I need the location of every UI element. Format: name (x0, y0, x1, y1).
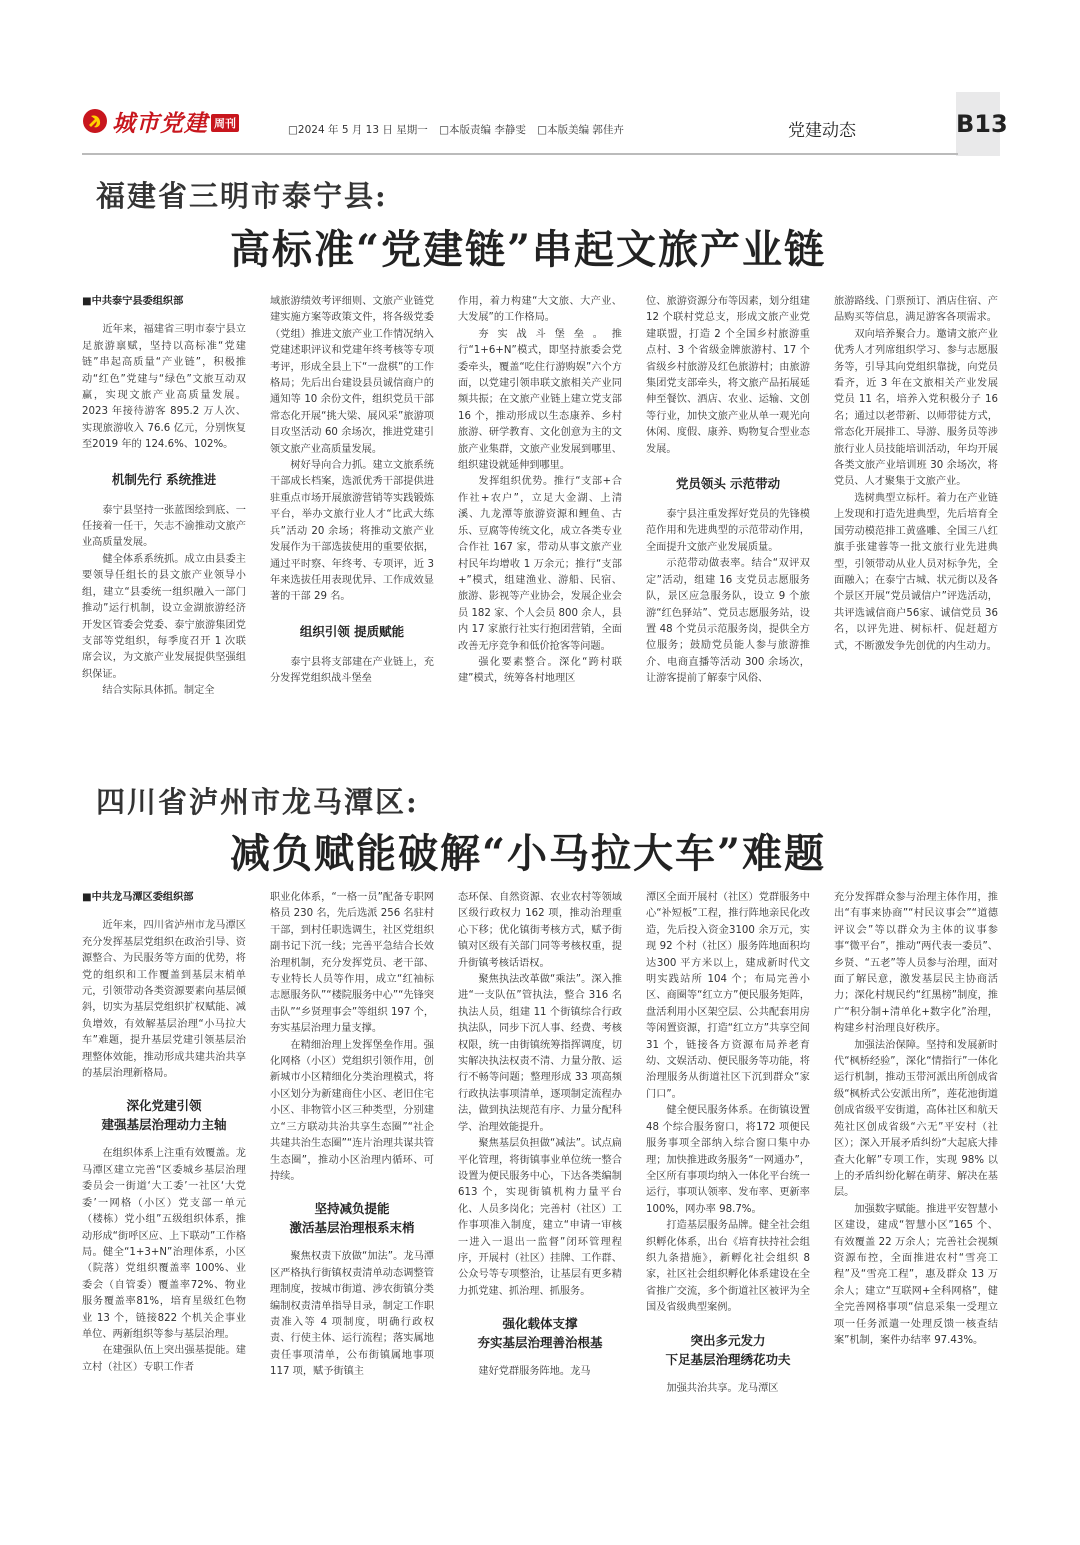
paragraph: 在建强队伍上突出强基提能。建立村（社区）专职工作者 (82, 1345, 246, 1373)
section-subhead: 深化党建引领 建强基层治理动力主轴 (101, 1098, 227, 1133)
paragraph: 加强共治共享。龙马潭区 (666, 1382, 779, 1394)
paragraph-continued: 职业化体系，“一格一员”配备专职网格员 230 名，先后选派 256 名驻村干部，到村任职选调生，社区党组织副书记下沉一线；完善平急结合长效治理机制，充分发挥党员、老干部、专业特长人员等作用，成立“红袖标志愿服务队”“楼院服务中心”“先锋突击队”“乡贤理事会”等组织 197 个，夯实基层治理力量支撑。 (270, 892, 434, 1035)
article-1-kicker: 福建省三明市泰宁县: (96, 179, 388, 213)
paragraph-continued: 充分发挥群众参与治理主体作用，推出“有事来协商”“村民议事会”“道德评议会”等以群众为主体的议事参事“微平台”，推动“两代表一委员”、乡贤、“五老”等人员参与治理，面对面了解民意，激发基层民主协商活力；深化村规民约“红黑榜”制度，推广“积分制+清单化+数字化”治理，构建乡村治理良好秩序。 (834, 892, 998, 1035)
paragraph-continued: 位、旅游资源分布等因素，划分组建 12 个联村党总支，形成文旅产业党建联盟，打造 2 个全国乡村旅游重点村、3 个省级金牌旅游村、17 个省级乡村旅游及红色旅游村；由旅游集团党支部牵头，将文旅产品拓展延伸至餐饮、酒店、农业、运输、文创等行业，加快文旅产业从单一观光向休闲、度假、康养、购物复合型业态发展。 (646, 296, 810, 455)
paragraph: 泰宁县将支部建在产业链上，充分发挥党组织战斗堡垒 (270, 656, 434, 685)
paragraph: 选树典型立标杆。着力在产业链上发现和打造先进典型，先后培育全国劳动模范排工黄盛雕、全国三八红旗手张建蓉等一批文旅行业先进典型，引领带动从业人员对标争先，全面融入；在泰宁古城、状元街以及各个景区开展“党员诚信户”评选活动，共评选诚信商户56家、诚信党员 36 名，以评先进、树标杆、促赶超方式，不断激发争先创优的内生动力。 (834, 492, 998, 652)
issue-date: □2024 年 5 月 13 日 星期一 (288, 124, 428, 136)
section-subhead: 机制先行 系统推进 (111, 471, 217, 487)
section-subhead: 坚持减负提能 激活基层治理根系末梢 (289, 1201, 415, 1236)
paragraph: 示范带动做表率。结合“双评双定”活动，组建 16 支党员志愿服务队，景区应急服务队，设立 9 个旅游“红色驿站”、党员志愿服务站，设置 48 个党员示范服务岗，提供全方位服务；鼓励党员能人参与旅游推介、电商直播等活动 300 余场次，让游客提前了解泰宁风俗、 (646, 558, 810, 685)
section-subhead: 突出多元发力 下足基层治理绣花功夫 (665, 1332, 791, 1367)
section-subhead: 党员领头 示范带动 (675, 476, 781, 492)
paragraph: 健全体系系统抓。成立由县委主要领导任组长的县文旅产业领导小组，建立“县委统一组织融入一部门推动”运行机制，设立金湖旅游经济开发区管委会党委、泰宁旅游集团党支部等党组织，每季度召开 1 次联席会议，为文旅产业发展提供坚强组织保证。 (82, 553, 246, 680)
paragraph: 健全便民服务体系。在街镇设置 48 个综合服务窗口，将172 项便民服务事项全部纳入综合窗口集中办理；加快推进政务服务“一网通办”，全区所有事项均纳入一体化平台统一运行，事项认领率、发布率、更新率 100%，网办率 98.7%。 (646, 1105, 810, 1215)
paragraph: 树好导向合力抓。建立文旅系统干部成长档案，选派优秀干部提供进驻重点市场开展旅游营销等实践锻炼平台，举办文旅行业人才“比武大练兵”活动 20 余场；将推动文旅产业发展作为干部选拔使用的重要依据，通过平时察、年终考、专项评，近 3 年来选拔任用表现优异、工作成效显著的干部 29 名。 (270, 460, 434, 603)
article-1-column (82, 294, 246, 740)
paragraph: 建好党群服务阵地。龙马 (478, 1366, 591, 1378)
paragraph: 聚焦执法改革做“乘法”。深入推进“一支队伍”管执法，整合 316 名执法人员，组建 11 个街镇综合行政执法队，同步下沉人事、经费、考核权限，统一由街镇统筹指挥调度，切实解决执法权责不清、力量分散、运行不畅等问题；整理形成 33 项高频行政执法事项清单，逐项制定流程办法，做到执法规范有序、力量分配科学、治理效能提升。 (458, 974, 622, 1133)
byline: ■中共龙马潭区委组织部 (82, 892, 194, 903)
page-number-tab (956, 92, 1008, 156)
paragraph: 聚焦基层负担做“减法”。试点扁平化管理，将街镇事业单位统一整合设置为便民服务中心，下达各类编制 613 个，实现街镇机构力量平台化、人员多岗化；完善村（社区）工作事项准入制度，建立“申请一审核一进入一退出一监督”闭环管理程序，开展村（社区）挂牌、工作群、公众号等专项整治，让基层有更多精力抓党建、抓治理、抓服务。 (458, 1138, 622, 1297)
paragraph: 在组织体系上注重有效覆盖。龙马潭区建立完善“区委城乡基层治理委员会一街道‘大工委’一社区‘大党委’一网格（小区）党支部一单元（楼栋）党小组”五级组织体系，推动形成“街呼区应、上下联动”工作格局。健全“1+3+N”治理体系，小区（院落）党组织覆盖率 100%、业委会（自管委）覆盖率72%、物业服务覆盖率81%，培育星级红色物业 13 个，链接822 个机关企事业单位、两新组织等参与基层治理。 (82, 1148, 246, 1340)
paragraph: 加强数字赋能。推进平安智慧小区建设，建成“智慧小区”165 个、有效覆盖 22 万余人；完善社会视频资源布控，全面推进农村“雪亮工程”及“雪亮工程”，惠及群众 13 万余人；建立“互联网+全科网格”，健全完善网格事项“信息采集一受理立项一任务派遣一处理反馈一核查结案”机制，案件办结率 97.43%。 (834, 1203, 998, 1346)
article-2-headline: 减负赋能破解“小马拉大车”难题 (230, 830, 827, 877)
paragraph: 近年来，福建省三明市泰宁县立足旅游禀赋，坚持以高标准“党建链”串起高质量“产业链”，积极推动“红色”党建与“绿色”文旅互动双赢，实现文旅产业高质量发展。2023 年接待游客 895.2 万人次、实现旅游收入 76.6 亿元，分别恢复至2019 年的 124.6%、102%。 (82, 324, 246, 451)
paragraph-continued: 作用，着力构建“大文旅、大产业、大发展”的工作格局。 (458, 296, 622, 324)
paragraph: 泰宁县坚持一张蓝图绘到底、一任接着一任干，矢志不渝推动文旅产业高质量发展。 (82, 504, 246, 549)
paragraph: 打造基层服务品牌。健全社会组织孵化体系，出台《培育扶持社会组织九条措施》，新孵化社会组织 8 家，社区社会组织孵化体系建设在全省推广交流，多个街道社区被评为全国及省级典型案例。 (646, 1220, 810, 1314)
logo-text: 城市党建 (112, 109, 208, 137)
paragraph-continued: 态环保、自然资源、农业农村等领域区级行政权力 162 项，推动治理重心下移；优化镇街考核方式，赋予街镇对区级有关部门同等考核权重，提升街镇考核话语权。 (458, 892, 622, 969)
paragraph: 结合实际具体抓。制定全 (102, 685, 215, 697)
issue-meta (288, 122, 632, 137)
page-number: B13 (956, 110, 1008, 138)
paragraph: 聚焦权责下放做“加法”。龙马潭区严格执行街镇权责清单动态调整管理制度，按城市街道、涉农街镇分类编制权责清单指导目录，制定工作职责准入等 4 项制度，明确行政权责、行使主体、运行流程；落实属地责任事项清单，公布街镇属地事项 117 项，赋予街镇主 (270, 1251, 434, 1378)
section-subhead: 强化载体支撑 夯实基层治理善治根基 (477, 1316, 603, 1351)
article-1-column (646, 294, 810, 740)
paragraph-continued: 潭区全面开展村（社区）党群服务中心“补短板”工程，推行阵地亲民化改造，先后投入资金3100 余万元，实现 92 个村（社区）服务阵地面积均达300 平方米以上，建成新时代文明实践站所 104 个；布局完善小区、商圈等“红立方”便民服务矩阵，盘活利用小区架空层、公共配套用房等闲置资源，打造“红立方”共享空间 31 个，链接各方资源布局养老育幼、文娱活动、便民服务等功能，将治理服务从街道社区下沉到群众“家门口”。 (646, 892, 810, 1100)
page-editor: □本版责编 李静雯 (439, 124, 526, 136)
party-emblem-icon (82, 108, 108, 134)
paragraph-continued: 旅游路线、门票预订、酒店住宿、产品购买等信息，满足游客各项需求。 (834, 296, 998, 324)
paragraph: 在精细治理上发挥堡垒作用。强化网格（小区）党组织引领作用，创新城市小区精细化分类治理模式，将小区划分为新建商住小区、老旧住宅小区、非物管小区三种类型，分别建立“三方联动共治共享生态圈”“社企共建共治生态圈”“连片治理共谋共管生态圈”，推动小区治理内循环、可持续。 (270, 1039, 434, 1182)
article-1-column (270, 294, 434, 740)
article-1-column (458, 294, 622, 740)
masthead-rule (82, 153, 958, 155)
paragraph: 夯实战斗堡垒。推行“1+6+N”模式，即坚持旅委会党委牵头，覆盖“吃住行游购娱”六个方面，以党建引领串联文旅相关产业同频共振；在文旅产业链上建立党支部 16 个，推动形成以生态康养、乡村旅游、研学教育、文化创意为主的文旅产业集群，文旅产业发展到哪里、组织建设就延伸到哪里。 (458, 328, 622, 472)
paragraph: 发挥组织优势。推行“支部+合作社+农户”，立足大金湖、上清溪、九龙潭等旅游资源和鲤鱼、古乐、豆腐等传统文化，成立各类专业合作社 167 家，带动从事文旅产业村民年均增收 1 万余元；推行“支部+”模式，组建渔业、游船、民宿、旅游、影视等产业协会，发展企业会员 182 家、个人会员 800 余人，县内 17 家旅行社实行抱团营销，全面改善无序竞争和低价抢客等问题。 (458, 476, 622, 652)
article-2-column (458, 890, 622, 1462)
section-name: 党建动态 (788, 121, 856, 141)
masthead (82, 92, 1008, 152)
article-2-column (82, 890, 246, 1462)
logo-badge: 周刊 (211, 114, 239, 132)
byline: ■中共泰宁县委组织部 (82, 296, 184, 307)
article-2-column (834, 890, 998, 1462)
article-2-kicker: 四川省泸州市龙马潭区: (96, 785, 419, 819)
paragraph: 近年来，四川省泸州市龙马潭区充分发挥基层党组织在政治引导、资源整合、为民服务等方面的优势，将党的组织和工作覆盖到基层末梢单元，引领带动各类资源要素向基层倾斜，切实为基层党组织扩权赋能、减负增效，有效解基层治理“小马拉大车”难题，提升基层党建引领基层治理整体效能，推动形成共建共治共享的基层治理新格局。 (82, 920, 246, 1080)
paragraph: 加强法治保障。坚持和发展新时代“枫桥经验”，深化“情指行”一体化运行机制，推动玉带河派出所创成省级“枫桥式公安派出所”，莲花池街道创成省级平安街道，高体社区和航天苑社区创成省级“六无”平安村（社区）；深入开展矛盾纠纷“大起底大排查大化解”专项工作，实现 98% 以上的矛盾纠纷化解在萌芽、解决在基层。 (834, 1039, 998, 1199)
paragraph-continued: 域旅游绩效考评细则、文旅产业链党建实施方案等政策文件，将各级党委（党组）推进文旅产业工作情况纳入党建述职评议和党建年终考核等专项考评，形成全县上下“一盘棋”的工作格局；先后出台建设县员诚信商户的通知等 10 余份文件，组织党员干部常态化开展“挑大梁、展风采”旅游项目攻坚活动 60 余场次，推进党建引领文旅产业高质量发展。 (270, 296, 434, 455)
newspaper-logo (82, 104, 239, 138)
paragraph: 泰宁县注重发挥好党员的先锋模范作用和先进典型的示范带动作用，全面提升文旅产业发展质量。 (646, 509, 810, 553)
paragraph: 双向培养聚合力。邀请文旅产业优秀人才列席组织学习、参与志愿服务等，引导其向党组织靠拢，向党员看齐，近 3 年在文旅相关产业发展党员 11 名，培养入党积极分子 16 名；通过以老带新、以师带徒方式，常态化开展排工、导游、服务员等涉旅行业人员技能培训活动，年均开展各类文旅产业培训班 30 余场次，将党员、人才聚集于文旅产业。 (834, 328, 998, 488)
article-2-column (270, 890, 434, 1462)
section-subhead: 组织引领 提质赋能 (299, 623, 405, 639)
article-2-column (646, 890, 810, 1462)
article-1-headline: 高标准“党建链”串起文旅产业链 (230, 226, 827, 273)
page-designer: □本版美编 郭佳卉 (537, 124, 624, 136)
article-1-column (834, 294, 998, 740)
paragraph: 强化要素整合。深化“跨村联建”模式，统筹各村地理区 (458, 656, 622, 685)
